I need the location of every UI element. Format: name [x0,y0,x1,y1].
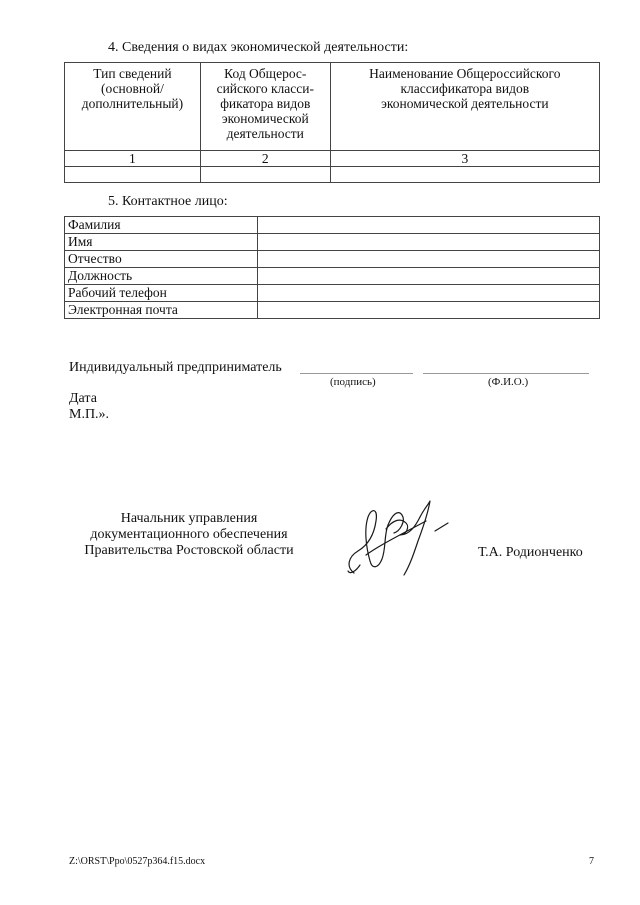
table-cell[interactable] [200,167,330,183]
official-position [69,511,309,559]
column-number: 1 [65,151,201,167]
header-line: сийского класси- [216,81,314,96]
table-row [65,285,600,302]
header-line: Код Общерос- [224,66,307,81]
table-cell[interactable] [330,167,599,183]
table-row [65,167,600,183]
official-name: Т.А. Родионченко [478,545,583,560]
header-line: дополнительный) [81,96,184,111]
file-path: Z:\ORST\Ppo\0527p364.f15.docx [69,856,206,867]
header-line: Тип сведений [93,66,172,81]
header-line: Наименование Общероссийского [369,66,561,81]
header-cell-code [200,63,330,151]
entrepreneur-label: Индивидуальный предприниматель [69,360,282,375]
handwritten-signature [340,495,455,585]
column-number: 2 [200,151,330,167]
fio-line [423,373,589,374]
value-cell[interactable] [257,285,599,302]
stamp-label: М.П.». [69,407,110,422]
table-row [65,234,600,251]
value-cell[interactable] [257,234,599,251]
header-line: экономической деятельности [381,96,549,111]
table-cell[interactable] [65,167,201,183]
row-label: Имя [65,234,258,251]
value-cell[interactable] [257,268,599,285]
row-label: Отчество [65,251,258,268]
signature-line [300,373,413,374]
header-cell-name [330,63,599,151]
section-5-title: 5. Контактное лицо: [108,194,228,209]
contact-person-table [64,216,600,319]
table-row [65,302,600,319]
row-label: Рабочий телефон [65,285,258,302]
header-line: экономической [221,111,309,126]
signature-caption: (подпись) [330,376,376,388]
activity-types-table [64,62,600,183]
position-line: Начальник управления [120,511,258,526]
header-line: классификатора видов [400,81,530,96]
table-row [65,268,600,285]
fio-caption: (Ф.И.О.) [488,376,529,388]
value-cell[interactable] [257,251,599,268]
header-line: деятельности [226,126,304,141]
row-label: Должность [65,268,258,285]
value-cell[interactable] [257,217,599,234]
position-line: Правительства Ростовской области [84,543,294,558]
page-number: 7 [589,856,594,867]
table-row [65,217,600,234]
position-line: документационного обеспечения [90,527,288,542]
row-label: Электронная почта [65,302,258,319]
column-number: 3 [330,151,599,167]
value-cell[interactable] [257,302,599,319]
date-label: Дата [69,391,97,406]
table-row [65,251,600,268]
header-line: фикатора видов [220,96,311,111]
header-line: (основной/ [100,81,164,96]
header-cell-type [65,63,201,151]
section-4-title: 4. Сведения о видах экономической деятельности: [108,40,409,55]
row-label: Фамилия [65,217,258,234]
table-row [65,151,600,167]
